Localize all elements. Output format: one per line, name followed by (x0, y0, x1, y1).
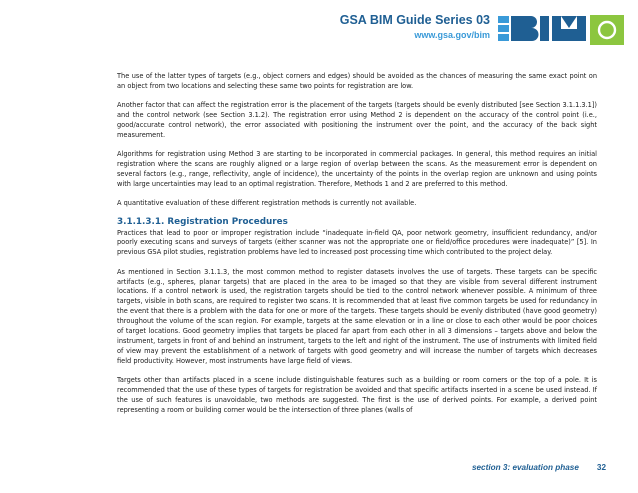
section-heading: 3.1.1.3.1. Registration Procedures (117, 216, 288, 227)
paragraph-poor-registration: Practices that lead to poor or improper registration include “inadequate in-field QA, poor network geometry, insufficient redundancy, and/or poorly executing scans and surveys of targets (either scanner was not the appropriate one or field/office procedures were inadequate)” [5]. In previous GSA pilot studies, registration problems have led to increased post processing time which contributed to the project delay. (117, 228, 597, 257)
series-title: GSA BIM Guide Series 03 (339, 13, 490, 27)
page-number: 32 (596, 463, 606, 472)
paragraph-quantitative-evaluation: A quantitative evaluation of these different registration methods is currently not available. (117, 199, 417, 208)
series-url[interactable]: www.gsa.gov/bim (414, 30, 490, 40)
logo-text (542, 46, 543, 47)
page-footer (472, 463, 606, 472)
paragraph-registration-error: Another factor that can affect the registration error is the placement of the targets (targets should be evenly distributed [see Section 3.1.1.3.1]) and the control network (see Section 3.1.2). The registration error using Method 2 is dependent on the accuracy of the control point (i.e., good/accurate control network), the error associated with positioning the instrument over the point, and the accuracy of the back sight measurement. (117, 101, 597, 139)
paragraph-targets-common-method: As mentioned in Section 3.1.1.3, the most common method to register datasets involves the use of targets. These targets can be specific artifacts (e.g., spheres, planar targets) that are placed in the area to be imaged so that they are visible from several different instrument locations. If a control network is used, the registration targets should be tied to the control network whenever possible. A minimum of three targets, visible in both scans, are required to register two scans. It is recommended that at least five common targets be used for redundancy in the event that there is a problem with the data for one or more of the targets. These targets should be evenly distributed (have good geometry) throughout the volume of the scan region. For example, targets at the same elevation or in a line or close to each other would be poor choices of target locations. Good geometry implies that targets be placed far apart from each other in all 3 dimensions – targets above and below the instrument, targets in front of and behind an instrument, targets to the left and right of the instrument. The use of instruments with limited field of view may prevent the establishment of a network of targets with good geometry and will increase the number of targets which decreases field productivity. However, most instruments have large field of views. (117, 267, 597, 365)
page-header (0, 0, 638, 56)
paragraph-method-3: Algorithms for registration using Method 3 are starting to be incorporated in commercial packages. In general, this method requires an initial registration where the scans are roughly aligned or a large region of overlap between the scans. As the measurement error is dependent on several factors (e.g., range, reflectivity, angle of incidence), the uncertainty of the points in the overlap region are unknown and using points with large uncertainties may lead to an optimal registration. Therefore, Methods 1 and 2 are preferred to this method. (117, 150, 597, 188)
footer-section-label: section 3: evaluation phase (471, 463, 579, 472)
paragraph-other-targets: Targets other than artifacts placed in a scene include distinguishable features such as a building or room corners or the top of a pole. It is recommended that the use of these types of targets for registration be avoided and that specific artifacts inserted in a scene be used instead. If the use of such features is unavoidable, two methods are suggested. The first is the use of derived points. For example, a derived point representing a room or building corner would be the intersection of three planes (walls of (117, 376, 597, 414)
gsa-bim-logo-icon (498, 12, 624, 48)
paragraph-target-types: The use of the latter types of targets (e.g., object corners and edges) should be avoided as the chances of measuring the same exact point on an object from two locations and selecting these same two points for registration are low. (117, 72, 597, 90)
document-body (117, 72, 597, 425)
